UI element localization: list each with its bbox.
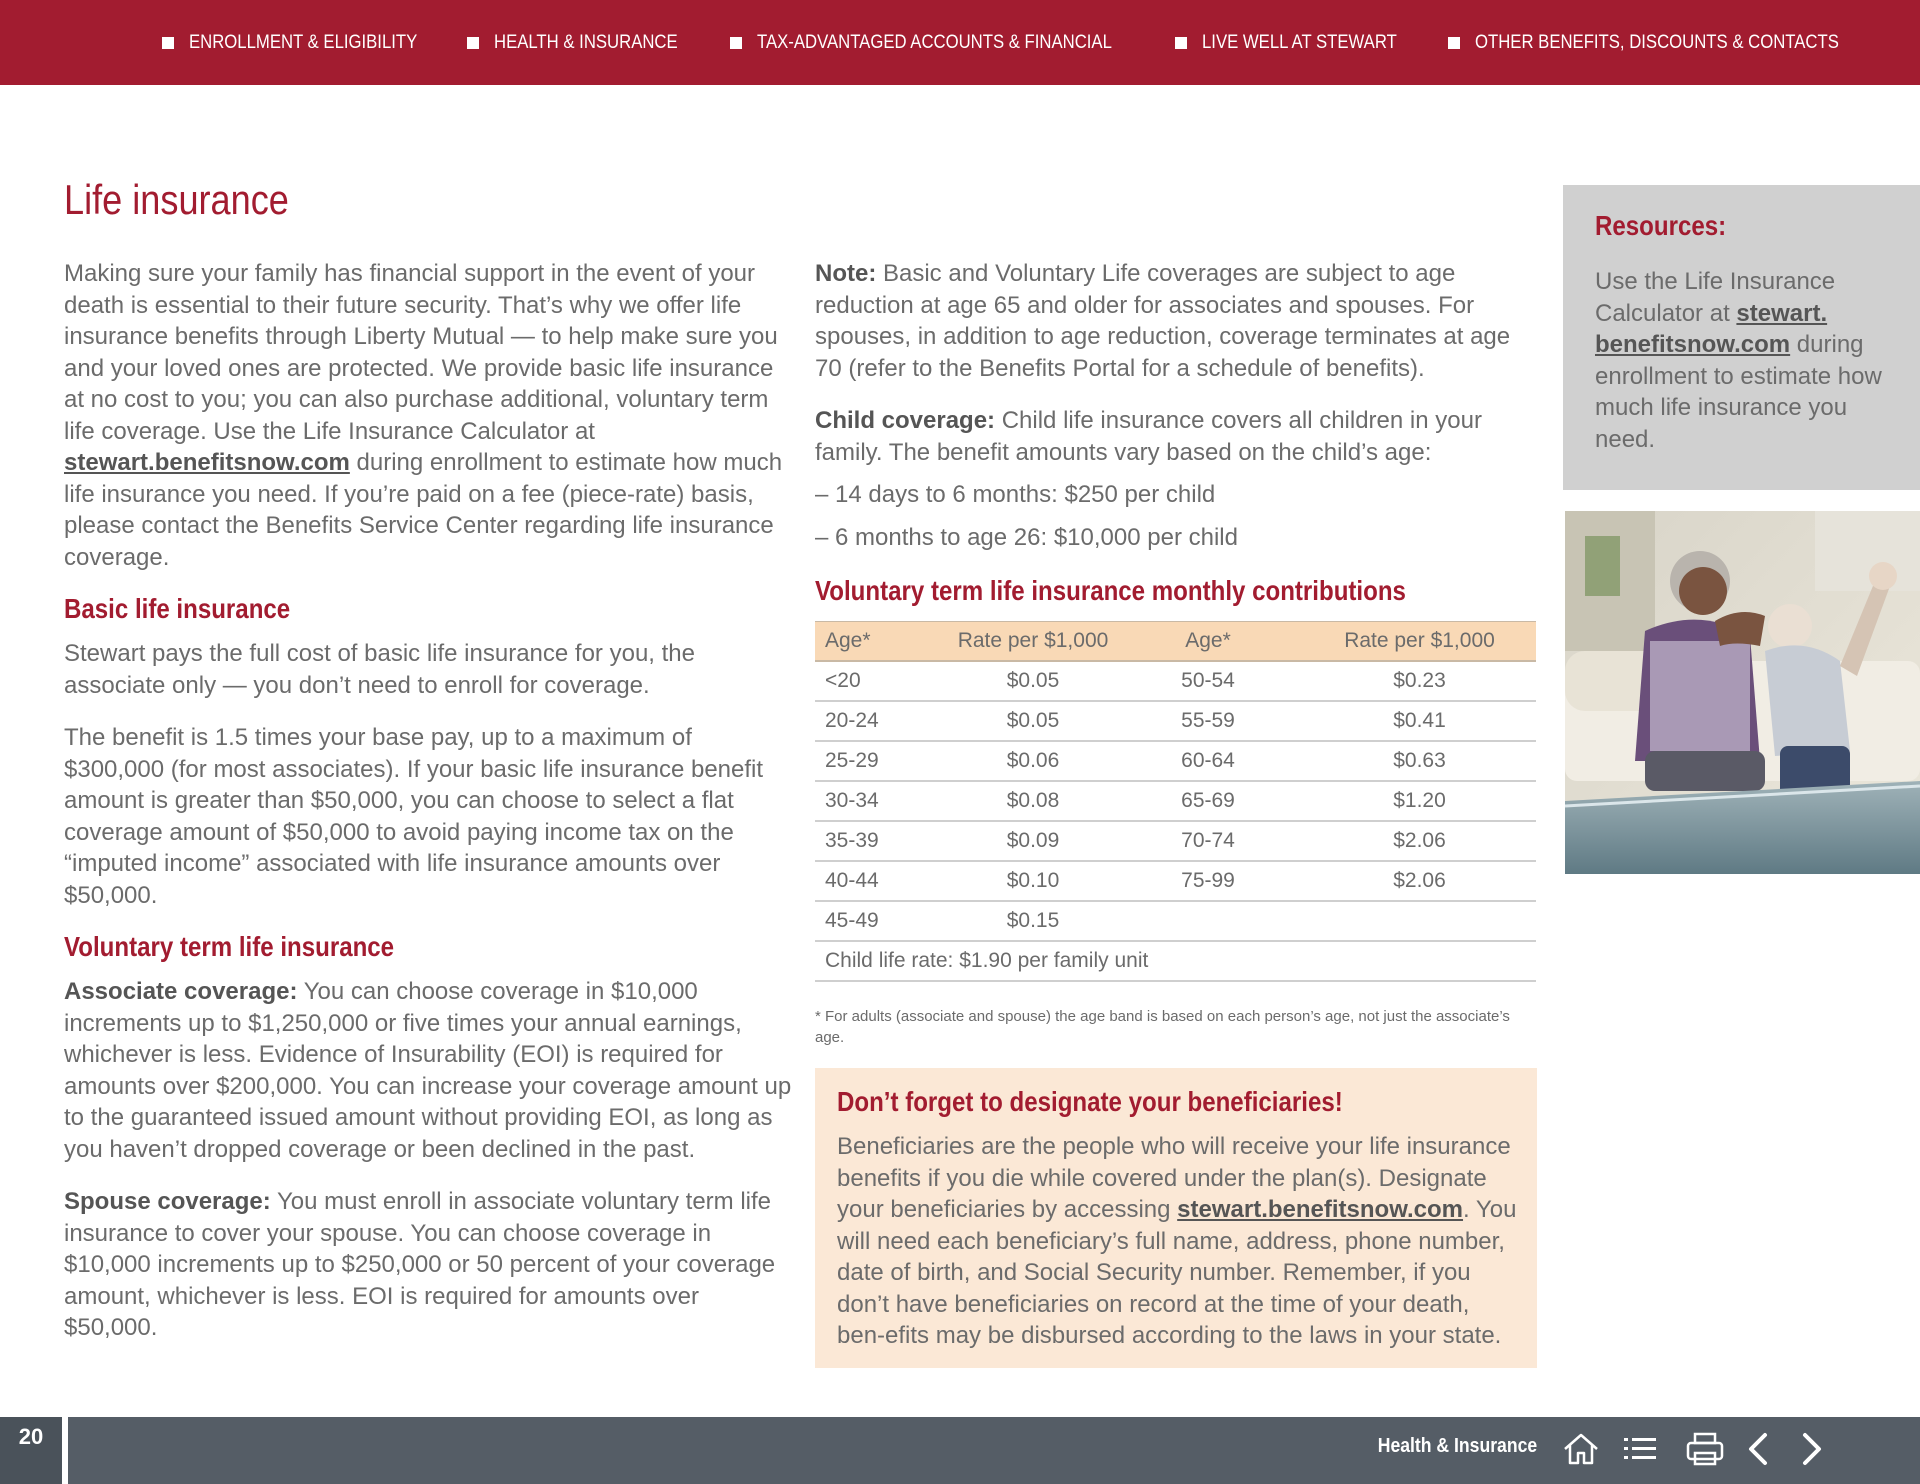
child-coverage-paragraph: Child coverage: Child life insurance covers all children in your family. The benefit amounts vary based on the child’s age: [815, 407, 1482, 466]
table-cell: 50-54 [1113, 661, 1303, 701]
print-icon[interactable] [1683, 1427, 1727, 1471]
table-cell: 65-69 [1113, 781, 1303, 821]
table-cell: $0.05 [953, 701, 1113, 741]
voluntary-life-text [64, 976, 799, 1344]
table-cell: 20-24 [815, 701, 953, 741]
nav-live-well[interactable] [1175, 0, 1423, 85]
spouse-coverage-label: Spouse coverage: [64, 1188, 271, 1215]
note-paragraph: Note: Basic and Voluntary Life coverages are subject to age reduction at age 65 and older for associates and spouses. For spouses, in addition to age reduction, coverage terminates at age 70 (refer to the Benefits Portal for a schedule of benefits). [815, 260, 1511, 382]
note-label: Note: [815, 260, 877, 287]
child-benefit-item-2: – 6 months to age 26: $10,000 per child [815, 523, 1238, 551]
table-cell: 55-59 [1113, 701, 1303, 741]
associate-coverage-paragraph: Associate coverage: You can choose coverage in $10,000 increments up to $1,250,000 or five times your annual earnings, whichever is less. Evidence of Insurability (EOI) is required for amounts over $200,000. You can increase your coverage amount up to the guaranteed issued amount without providing EOI, as long as you haven’t dropped coverage or been declined in the past. [64, 978, 792, 1163]
beneficiary-heading: Don’t forget to designate your beneficiaries! [837, 1086, 1343, 1117]
page-title: Life insurance [64, 176, 289, 223]
table-cell: 70-74 [1113, 821, 1303, 861]
table-cell: 75-99 [1113, 861, 1303, 901]
table-cell: 40-44 [815, 861, 953, 901]
nav-enrollment-eligibility[interactable] [162, 0, 448, 85]
associate-coverage-label: Associate coverage: [64, 978, 298, 1005]
table-cell: $0.15 [953, 901, 1113, 941]
nav-other-benefits[interactable] [1448, 0, 1888, 85]
nav-label: ENROLLMENT & ELIGIBILITY [189, 31, 418, 53]
nav-label: HEALTH & INSURANCE [494, 31, 678, 53]
table-row-child-rate [815, 941, 1536, 981]
table-cell: 35-39 [815, 821, 953, 861]
top-navigation [0, 0, 1920, 85]
nav-label: OTHER BENEFITS, DISCOUNTS & CONTACTS [1475, 31, 1839, 53]
basic-life-heading: Basic life insurance [64, 593, 291, 624]
child-rate-cell: Child life rate: $1.90 per family unit [815, 941, 1536, 981]
table-cell: 45-49 [815, 901, 953, 941]
table-cell: $0.63 [1303, 741, 1536, 781]
voluntary-life-heading: Voluntary term life insurance [64, 931, 395, 962]
table-header-row [815, 622, 1536, 662]
nav-tax-advantaged[interactable] [730, 0, 1160, 85]
nav-label: LIVE WELL AT STEWART [1202, 31, 1397, 53]
table-cell [1303, 901, 1536, 941]
table-row [815, 861, 1536, 901]
table-cell: $2.06 [1303, 861, 1536, 901]
middle-column [815, 258, 1515, 553]
table-cell: $0.05 [953, 661, 1113, 701]
contributions-table-heading: Voluntary term life insurance monthly contributions [815, 575, 1406, 606]
header-rate: Rate per $1,000 [953, 622, 1113, 662]
footer-section-label: Health & Insurance [1377, 1435, 1537, 1457]
list-icon[interactable] [1618, 1427, 1662, 1471]
table-row [815, 821, 1536, 861]
table-cell: $2.06 [1303, 821, 1536, 861]
resources-link[interactable]: stewart. benefitsnow.com [1595, 299, 1828, 358]
child-benefit-item-1: – 14 days to 6 months: $250 per child [815, 481, 1216, 508]
nav-bullet-icon [1448, 37, 1460, 49]
table-row [815, 741, 1536, 781]
contributions-table [815, 621, 1536, 982]
table-cell: <20 [815, 661, 953, 701]
beneficiary-link[interactable]: stewart.benefitsnow.com [1177, 1196, 1464, 1223]
table-cell: $0.41 [1303, 701, 1536, 741]
left-column [64, 258, 799, 573]
page-number: 20 [0, 1417, 62, 1484]
table-row [815, 661, 1536, 701]
home-icon[interactable] [1559, 1427, 1603, 1471]
nav-bullet-icon [1175, 37, 1187, 49]
resources-box [1563, 185, 1920, 490]
resources-text: Use the Life Insurance Calculator at stewart. benefitsnow.com during enrollment to estimate how much life insurance you need. [1595, 268, 1882, 453]
header-rate-2: Rate per $1,000 [1303, 622, 1536, 662]
nav-bullet-icon [162, 37, 174, 49]
table-cell: $0.23 [1303, 661, 1536, 701]
table-cell: 30-34 [815, 781, 953, 821]
table-footnote: * For adults (associate and spouse) the age band is based on each person’s age, not just the associate’s age. [815, 1008, 1510, 1046]
family-photo [1565, 511, 1920, 874]
spouse-coverage-paragraph: Spouse coverage: You must enroll in associate voluntary term life insurance to cover your spouse. You can choose coverage in $10,000 increments up to $250,000 or 50 percent of your coverage amount, whichever is less. EOI is required for amounts over $50,000. [64, 1188, 776, 1341]
table-cell: 25-29 [815, 741, 953, 781]
header-age: Age* [815, 622, 953, 662]
table-cell: $1.20 [1303, 781, 1536, 821]
table-cell: $0.08 [953, 781, 1113, 821]
table-cell [1113, 901, 1303, 941]
next-arrow-icon[interactable] [1789, 1427, 1833, 1471]
resources-heading: Resources: [1595, 210, 1727, 241]
beneficiary-callout [815, 1068, 1537, 1368]
benefitsnow-link[interactable]: stewart.benefitsnow.com [64, 449, 350, 476]
page-number-divider [62, 1417, 68, 1484]
table-row [815, 781, 1536, 821]
nav-bullet-icon [730, 37, 742, 49]
header-age-2: Age* [1113, 622, 1303, 662]
table-cell: 60-64 [1113, 741, 1303, 781]
table-cell: $0.10 [953, 861, 1113, 901]
nav-health-insurance[interactable] [467, 0, 703, 85]
table-row [815, 901, 1536, 941]
table-cell: $0.09 [953, 821, 1113, 861]
prev-arrow-icon[interactable] [1737, 1427, 1781, 1471]
nav-label: TAX-ADVANTAGED ACCOUNTS & FINANCIAL [757, 31, 1112, 53]
table-cell: $0.06 [953, 741, 1113, 781]
child-coverage-label: Child coverage: [815, 407, 996, 434]
table-row [815, 701, 1536, 741]
basic-life-paragraph-1: Stewart pays the full cost of basic life insurance for you, the associate only — you don’t need to enroll for coverage. [64, 640, 695, 699]
basic-life-paragraph-2: The benefit is 1.5 times your base pay, up to a maximum of $300,000 (for most associates). If your basic life insurance benefit amount is greater than $50,000, you can choose to select a flat coverage amount of $50,000 to avoid paying income tax on the “imputed income” associated with life insurance amounts over $50,000. [64, 724, 764, 909]
intro-paragraph: Making sure your family has financial support in the event of your death is essential to their future security. That’s why we offer life insurance benefits through Liberty Mutual — to help make sure you and your loved ones are protected. We provide basic life insurance at no cost to you; you can also purchase additional, voluntary term life coverage. Use the Life Insurance Calculator at stewart.benefitsnow.com during enrollment to estimate how much life insurance you need. If you’re paid on a fee (piece-rate) basis, please contact the Benefits Service Center regarding life insurance coverage. [64, 260, 783, 571]
nav-bullet-icon [467, 37, 479, 49]
beneficiary-text: Beneficiaries are the people who will receive your life insurance benefits if you die while covered under the plan(s). Designate your beneficiaries by accessing stewart.benefitsnow.com. You will need each beneficiary’s full name, address, phone number, date of birth, and Social Security number. Remember, if you don’t have beneficiaries on record at the time of your death, ben-efits may be disbursed according to the laws in your state. [837, 1133, 1517, 1349]
basic-life-text [64, 638, 764, 911]
